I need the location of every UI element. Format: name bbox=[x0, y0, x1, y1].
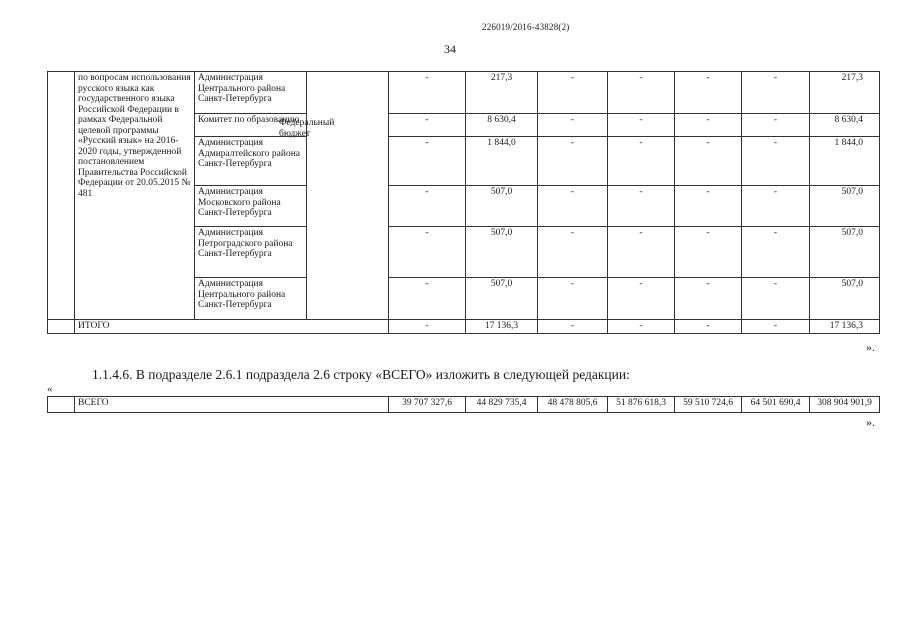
value-cell: 308 904 901,9 bbox=[810, 397, 880, 413]
value-cell: - bbox=[608, 278, 675, 320]
value-cell: - bbox=[389, 186, 466, 227]
value-cell: 507,0 bbox=[466, 186, 538, 227]
value-cell: 507,0 bbox=[810, 278, 880, 320]
value-cell: - bbox=[742, 186, 810, 227]
closing-quote: ». bbox=[866, 340, 875, 354]
page-number: 34 bbox=[444, 42, 456, 56]
program-funding-table bbox=[47, 71, 880, 334]
value-cell: 507,0 bbox=[466, 278, 538, 320]
value-cell: 39 707 327,6 bbox=[389, 397, 466, 413]
value-cell: - bbox=[742, 72, 810, 114]
executor-cell: Администрация Московского района Санкт-Петербурга bbox=[195, 186, 307, 227]
executor-cell: Администрация Петроградского района Санкт-Петербурга bbox=[195, 227, 307, 278]
value-cell: 59 510 724,6 bbox=[675, 397, 742, 413]
value-cell: 17 136,3 bbox=[466, 320, 538, 334]
value-cell: - bbox=[538, 186, 608, 227]
grand-total-table bbox=[47, 396, 880, 413]
value-cell: - bbox=[742, 114, 810, 137]
closing-quote: ». bbox=[866, 415, 875, 429]
funding-source-label: Федеральный бюджет bbox=[279, 118, 335, 139]
value-cell: - bbox=[675, 320, 742, 334]
table-row-total bbox=[48, 320, 880, 334]
value-cell: - bbox=[675, 114, 742, 137]
value-cell: - bbox=[675, 278, 742, 320]
value-cell: - bbox=[675, 227, 742, 278]
grand-total-label: ВСЕГО bbox=[75, 397, 389, 413]
value-cell: - bbox=[742, 320, 810, 334]
value-cell: - bbox=[742, 227, 810, 278]
executor-cell: Комитет по образованию bbox=[195, 114, 307, 137]
value-cell: 64 501 690,4 bbox=[742, 397, 810, 413]
table-row bbox=[48, 72, 880, 114]
value-cell: 507,0 bbox=[810, 186, 880, 227]
total-label: ИТОГО bbox=[75, 320, 389, 334]
row-number-cell bbox=[48, 72, 75, 320]
row-number-cell bbox=[48, 320, 75, 334]
value-cell: - bbox=[608, 320, 675, 334]
value-cell: - bbox=[742, 137, 810, 186]
value-cell: - bbox=[538, 72, 608, 114]
value-cell: - bbox=[538, 320, 608, 334]
executor-cell: Администрация Адмиралтейского района Санкт-Петербурга bbox=[195, 137, 307, 186]
value-cell: - bbox=[389, 278, 466, 320]
value-cell: 48 478 805,6 bbox=[538, 397, 608, 413]
value-cell: 8 630,4 bbox=[466, 114, 538, 137]
value-cell: - bbox=[538, 114, 608, 137]
value-cell: - bbox=[675, 72, 742, 114]
funding-source-cell bbox=[307, 72, 389, 320]
value-cell: - bbox=[389, 114, 466, 137]
value-cell: - bbox=[538, 137, 608, 186]
value-cell: 44 829 735,4 bbox=[466, 397, 538, 413]
value-cell: 1 844,0 bbox=[810, 137, 880, 186]
value-cell: 507,0 bbox=[810, 227, 880, 278]
value-cell: 17 136,3 bbox=[810, 320, 880, 334]
executor-cell: Администрация Центрального района Санкт-Петербурга bbox=[195, 72, 307, 114]
value-cell: - bbox=[389, 227, 466, 278]
value-cell: - bbox=[538, 278, 608, 320]
value-cell: 51 876 618,3 bbox=[608, 397, 675, 413]
value-cell: 507,0 bbox=[466, 227, 538, 278]
value-cell: - bbox=[389, 320, 466, 334]
value-cell: 1 844,0 bbox=[466, 137, 538, 186]
value-cell: - bbox=[675, 137, 742, 186]
value-cell: - bbox=[742, 278, 810, 320]
value-cell: - bbox=[608, 186, 675, 227]
executor-cell: Администрация Центрального района Санкт-Петербурга bbox=[195, 278, 307, 320]
amendment-paragraph: 1.1.4.6. В подразделе 2.6.1 подраздела 2.6 строку «ВСЕГО» изложить в следующей редакции: bbox=[92, 367, 630, 382]
value-cell: - bbox=[608, 114, 675, 137]
value-cell: 8 630,4 bbox=[810, 114, 880, 137]
document-number: 226019/2016-43828(2) bbox=[482, 22, 570, 32]
value-cell: 217,3 bbox=[466, 72, 538, 114]
value-cell: - bbox=[608, 137, 675, 186]
table-row bbox=[48, 397, 880, 413]
opening-quote: « bbox=[47, 383, 53, 395]
value-cell: - bbox=[389, 72, 466, 114]
value-cell: - bbox=[608, 227, 675, 278]
program-name-cell: по вопросам использования русского языка как государственного языка Российской Федерации в рамках Федеральной целевой программы «Русский язык» на 2016-2020 годы, утвержденной постановлением Правительства Российской Федерации от 20.05.2015 № 481 bbox=[75, 72, 195, 320]
value-cell: - bbox=[608, 72, 675, 114]
row-number-cell bbox=[48, 397, 75, 413]
value-cell: 217,3 bbox=[810, 72, 880, 114]
value-cell: - bbox=[389, 137, 466, 186]
value-cell: - bbox=[538, 227, 608, 278]
value-cell: - bbox=[675, 186, 742, 227]
